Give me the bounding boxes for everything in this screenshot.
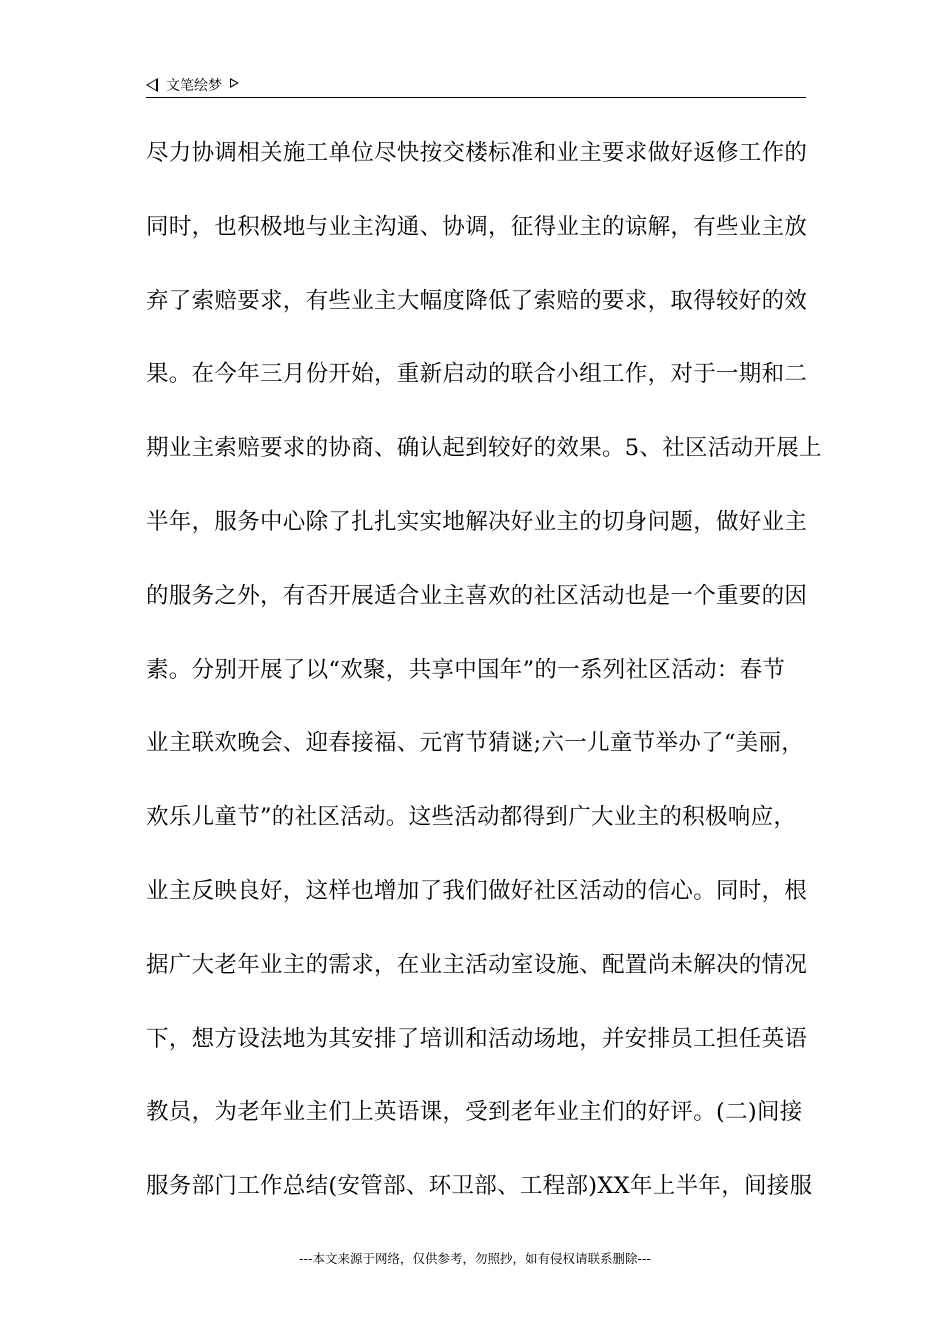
header-title: 文笔绘梦	[166, 78, 222, 94]
text-line: 半年，服务中心除了扎扎实实地解决好业主的切身问题，做好业主	[146, 508, 808, 535]
text-line: 欢乐儿童节”的社区活动。这些活动都得到广大业主的积极响应，	[146, 804, 797, 831]
text-line: 尽力协调相关施工单位尽快按交楼标准和业主要求做好返修工作的	[146, 140, 808, 166]
document-body	[146, 130, 822, 1237]
text-line: 据广大老年业主的需求，在业主活动室设施、配置尚未解决的情况	[146, 951, 808, 978]
page-header	[146, 74, 806, 96]
text-line: 业主联欢晚会、迎春接福、元宵节猜谜;六一儿童节举办了“美丽，	[146, 730, 805, 757]
text-line: 果。在今年三月份开始，重新启动的联合小组工作，对于一期和二	[146, 361, 808, 388]
text-line: 的服务之外，有否开展适合业主喜欢的社区活动也是一个重要的因	[146, 582, 808, 609]
text-line: 弃了索赔要求，有些业主大幅度降低了索赔的要求，取得较好的效	[146, 287, 808, 314]
triangle-right-icon	[230, 78, 239, 88]
text-line: 服务部门工作总结(安管部、环卫部、工程部)XX年上半年，间接服	[146, 1173, 813, 1200]
text-line: 同时，也积极地与业主沟通、协调，征得业主的谅解，有些业主放	[146, 213, 808, 240]
text-line: 业主反映良好，这样也增加了我们做好社区活动的信心。同时，根	[146, 877, 808, 904]
text-line: 教员，为老年业主们上英语课，受到老年业主们的好评。(二)间接	[146, 1099, 803, 1126]
text-line: 下，想方设法地为其安排了培训和活动场地，并安排员工担任英语	[146, 1025, 808, 1052]
footer-disclaimer: ---本文来源于网络，仅供参考，勿照抄，如有侵权请联系删除---	[298, 1251, 652, 1266]
text-line: 素。分别开展了以“欢聚，共享中国年”的一系列社区活动：春节	[146, 656, 786, 683]
text-line: 期业主索赔要求的协商、确认起到较好的效果。5、社区活动开展上	[146, 435, 822, 462]
header-divider	[146, 97, 806, 98]
triangle-left-icon	[146, 78, 158, 92]
